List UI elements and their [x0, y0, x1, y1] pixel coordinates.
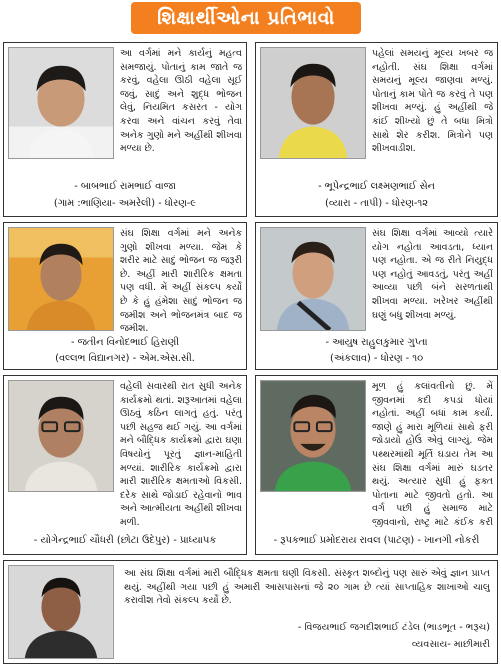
signature-details: (વ્યારા - તાપી) - ધોરણ-૧૨ — [325, 198, 428, 209]
testimonial-text: સંઘ શિક્ષા વર્ગમાં આવ્યો ત્યારે યોગ નહોતા આવડતા, ધ્યાન પણ નહોતા. એ જ રીતે નિયુદ્ધ પણ નહોતું આવડતું, પરંતુ અહીં આવ્યા પછી બંને સરળતાથી શીખવા મળ્યા. ખરેખર અહીંથી ઘણું બધુ શીખવા મળ્યું. — [372, 228, 493, 321]
testimonial-text: વહેલી સવારથી રાત સુધી અનેક કાર્યક્રમો થતાં. શરૂઆતમાં વહેલા ઊઠવું કઠિન લાગતું હતું. પરંતુ પછી સહજ થઈ ગયું. આ વર્ગમાં મને બૌદ્ધિક કાર્યક્રમો દ્વારા ઘણા વિષયોનું પૂરતું જ્ઞાન-માહિતી મળ્યાં. શારીરિક કાર્યક્રમો દ્વારા મારી શારીરિક ક્ષમતાઓ વિકસી. દરેક સાથે જોડાઈ રહેવાનો ભાવ અને આત્મીયતા અહીંથી શીખવા મળી. — [120, 381, 242, 527]
title-banner — [131, 2, 361, 34]
student-photo-image — [261, 48, 365, 158]
student-photo-image — [9, 48, 113, 158]
student-photo — [8, 380, 114, 492]
student-photo-image — [9, 228, 113, 330]
student-photo-image — [261, 228, 365, 330]
header — [0, 0, 501, 36]
testimonial-text: આ વર્ગમાં મને કાર્યનું મહત્વ સમજાયું. પોતાનું કામ જાતે જ કરવું, વહેલા ઊઠી વહેલા સૂઈ જવું, સાદું અને શુદ્ધ ભોજન લેવું, નિયમિત કસરત - યોગ કરવા અને વાંચન કરવું તેવા અનેક ગુણો મને અહીંથી શીખવા મળ્યા છે. — [120, 48, 242, 155]
testimonial-text: આ સંઘ શિક્ષા વર્ગમાં મારી બૌદ્ધિક ક્ષમતા ઘણી વિકસી. સંસ્કૃત શબ્દોનું પણ સારું એવું જ્ઞાન પ્રાપ્ત થયું. અહીંથી ગયા પછી હું અમારી આસપાસનાં જે ૨૦ ગામ છે ત્યાં સાપ્તાહિક શાખાઓ ચાલુ કરાવીશ તેવો સંકલ્પ કર્યો છે. — [124, 568, 490, 607]
signature-name: - આયુષ રાહુલકુમાર ગુપ્તા — [325, 337, 428, 348]
testimonial-card-1 — [3, 42, 247, 217]
signature-name: - ભૂપેન્દ્રભાઈ લક્ષ્મણભાઈ સેન — [318, 181, 435, 192]
testimonial-card-4 — [255, 222, 498, 370]
testimonial-card-3 — [3, 222, 247, 370]
student-photo — [8, 47, 114, 159]
student-photo — [8, 227, 114, 331]
testimonial-text: મૂળ હું કલાંવતીનો છું. મેં જીવનમાં કદી કપડાં ધોયાં નહોતાં. અહીં બધાં કામ કર્યાં. જાણે હું મારા મૂળિયાં સાથે ફરી જોડાયો હોઉં એવું લાગ્યું. જેમ પથ્થરમાંથી મૂર્તિ ઘડાય તેમ આ સંઘ શિક્ષા વર્ગમાં મારું ઘડતર થયું. અત્યાર સુધી હું ફક્ત પોતાના માટે જીવતો હતો. આ વર્ગ પછી હું સમાજ માટે જીવવાનો, રાષ્ટ્ર માટે કંઈક કરી — [372, 381, 493, 527]
student-photo — [8, 565, 114, 659]
signature-name: - યોગેન્દ્રભાઈ ચૌધરી (છોટા ઉદેપુર) - પ્રાધ્યાપક — [33, 535, 217, 546]
student-photo — [260, 47, 366, 159]
signature-details: (વલ્લભ વિદ્યાનગર) - એમ.એસ.સી. — [55, 353, 195, 364]
testimonial-text: પહેલાં સમયનું મૂલ્ય ખબર જ નહોતી. સંઘ શિક્ષા વર્ગમાં સમયનું મૂલ્ય જાણવા મળ્યું. પોતાનું કામ પોતે જ કરવું તે પણ શીખવા મળ્યું. હું અહીંથી જે કાંઈ શીખ્યો છું તે બધા મિત્રો સાથે શેર કરીશ. મિત્રોને પણ શીખવાડીશ. — [372, 48, 493, 155]
testimonial-card-6 — [255, 375, 498, 555]
student-photo-image — [9, 566, 113, 658]
signature-name: - રૂપકભાઈ પ્રમોદરાય રાવલ (પાટણ) - ખાનગી નોકરી — [273, 535, 480, 546]
signature-name: - બાબભાઈ રામભાઈ વાજા — [74, 181, 176, 192]
student-photo — [260, 380, 366, 492]
student-photo — [260, 227, 366, 331]
testimonial-card-2 — [255, 42, 498, 217]
signature-details: (અંકલાવ) - ધોરણ - ૧૦ — [330, 353, 423, 364]
student-photo-image — [9, 381, 113, 491]
signature-details: વ્યવસાય- માછીમારી — [411, 639, 490, 650]
testimonial-card-5 — [3, 375, 247, 555]
student-photo-image — [261, 381, 365, 491]
testimonial-card-7 — [3, 560, 498, 664]
page-title: શિક્ષાર્થીઓના પ્રતિભાવો — [157, 7, 335, 29]
testimonial-text: સંઘ શિક્ષા વર્ગમાં મને અનેક ગુણો શીખવા મળ્યા. જેમ કે શરીર માટે સાદું ભોજન જ જરૂરી છે. અહીં મારી શારીરિક ક્ષમતા પણ વધી. મેં અહીં સંકલ્પ કર્યો છે કે હું હંમેશા સાદું ભોજન જ જમીશ અને ભોજનમંત્ર બાદ જ જમીશ. — [120, 228, 242, 335]
signature-details: (ગામ :ભાણિયા- અમરેલી) - ધોરણ-૯ — [53, 198, 197, 209]
signature-name: - વિજયભાઈ જગદીશભાઈ ટંડેલ (ભાડભૂત - ભરૂચ) — [297, 622, 490, 633]
signature-name: - જતીન વિનોદભાઈ હિરાણી — [70, 337, 180, 348]
